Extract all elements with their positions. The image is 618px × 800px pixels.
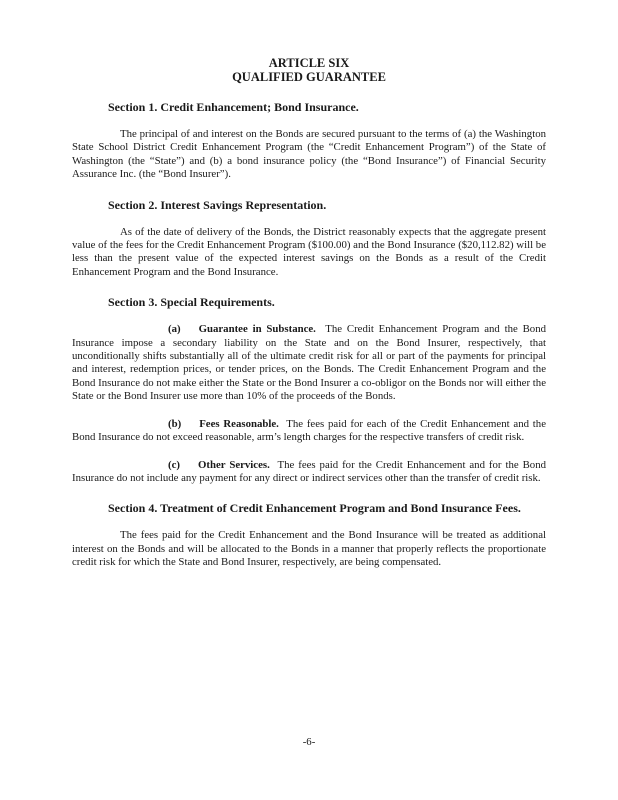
subsection-a-title: Guarantee in Substance.	[198, 323, 316, 336]
subsection-c-text: The fees paid for the Credit Enhancement and for the Bond Insurance do not include any payment for any direct or indirect services other than the transfer of credit risk.	[72, 458, 546, 484]
section-2-paragraph: As of the date of delivery of the Bonds, the District reasonably expects that the aggregate present value of the fees for the Credit Enhancement Program ($100.00) and the Bond Insurance ($20,112.82) will be less than the present value of the expected interest savings on the Bonds as a result of the Credit Enhancement Program and the Bond Insurance.	[72, 225, 546, 278]
article-title: ARTICLE SIX	[268, 56, 350, 70]
subsection-b-title: Fees Reasonable.	[199, 417, 279, 430]
subsection-b-text: The fees paid for each of the Credit Enhancement and the Bond Insurance do not exceed reasonable, arm’s length charges for the respective transfers of credit risk.	[72, 417, 546, 444]
article-subtitle: QUALIFIED GUARANTEE	[232, 70, 386, 84]
subsection-a	[72, 323, 546, 403]
subsection-c	[72, 459, 546, 486]
section-4-paragraph: The fees paid for the Credit Enhancement and the Bond Insurance will be treated as additional interest on the Bonds and will be allocated to the Bonds in a manner that properly reflects the proportionate credit risk for which the State and Bond Insurer, respectively, are being compensated.	[72, 529, 546, 569]
section-1-paragraph: The principal of and interest on the Bonds are secured pursuant to the terms of (a) the Washington State School District Credit Enhancement Program (the “Credit Enhancement Program”) of the State of Washington (the “State”) and (b) a bond insurance policy (the “Bond Insurance”) of Financial Security Assurance Inc. (the “Bond Insurer”).	[72, 128, 546, 181]
subsection-c-title: Other Services.	[197, 458, 270, 471]
section-1-heading: Section 1. Credit Enhancement; Bond Insurance.	[108, 100, 359, 114]
subsection-a-text: The Credit Enhancement Program and the Bond Insurance impose a secondary liability on the State and on the Bond Insurer, respectively, that unconditionally shifts substantially all of the ultimate credit risk for all or part of the payments for principal and interest, redemption prices, or tender prices, on the Bonds. The Credit Enhancement Program and the Bond Insurance do not make either the State or the Bond Insurer a co-obligor on the Bonds nor will either the State or the Bond Insurer use more than 10% of the proceeds of the Bonds.	[72, 323, 546, 403]
subsection-b	[72, 418, 546, 445]
section-2-heading: Section 2. Interest Savings Representation.	[108, 197, 327, 212]
subsection-c-label: (c)	[168, 458, 180, 471]
page-number: -6-	[302, 736, 316, 748]
section-3-heading: Section 3. Special Requirements.	[108, 295, 275, 310]
section-4-heading: Section 4. Treatment of Credit Enhancement Program and Bond Insurance Fees.	[108, 501, 521, 516]
subsection-b-label: (b)	[168, 417, 182, 430]
subsection-a-label: (a)	[168, 323, 181, 336]
